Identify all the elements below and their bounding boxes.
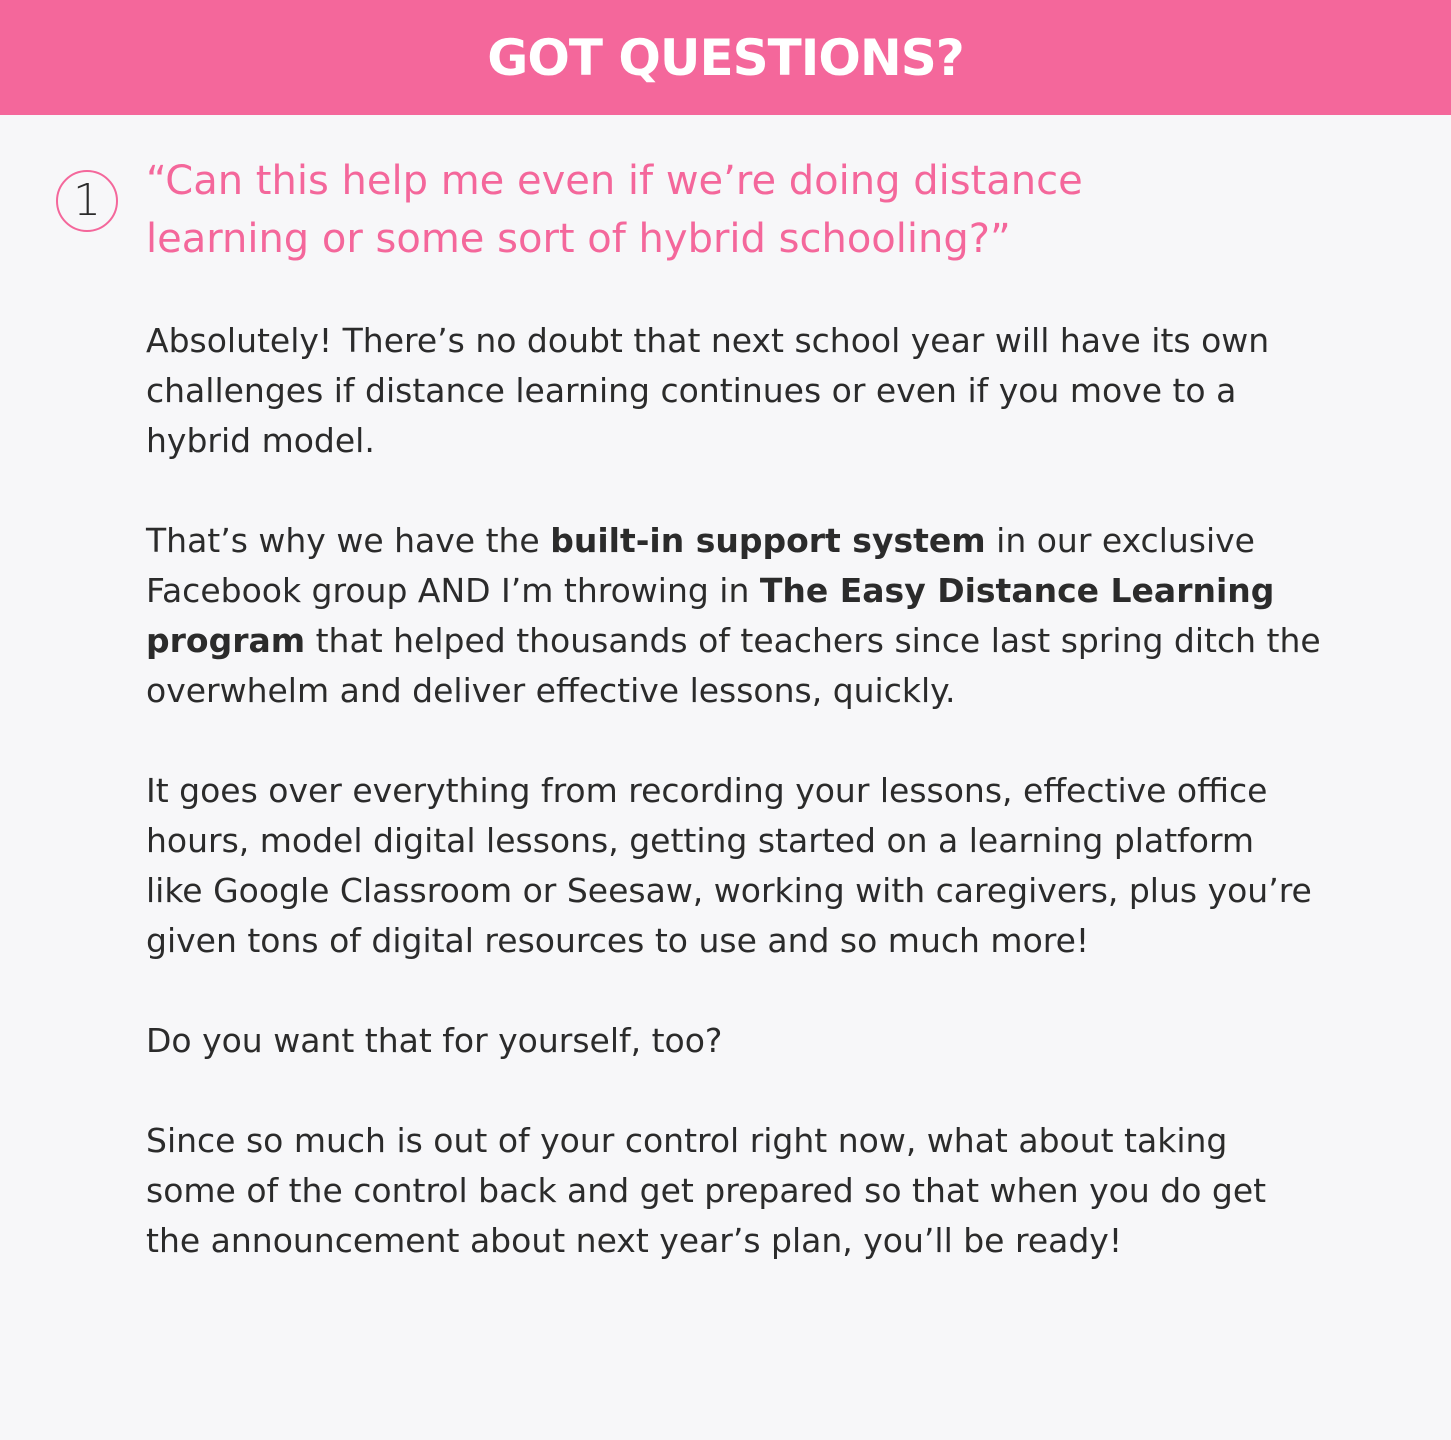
faq-answer — [146, 316, 1321, 1266]
header-banner — [0, 0, 1451, 115]
answer-paragraph-1: Absolutely! There’s no doubt that next school year will have its own challenges if distance learning continues or even if you move to a hybrid model. — [146, 321, 1270, 460]
answer-bold-program-name: The Easy Distance Learning program — [146, 571, 1275, 660]
page-title: GOT QUESTIONS? — [487, 28, 964, 87]
answer-bold-support-system: built-in support system — [550, 521, 986, 560]
answer-text: that helped thousands of teachers since last spring ditch the overwhelm and deliver effective lessons, quickly. — [146, 621, 1321, 710]
answer-paragraph-5: Since so much is out of your control right now, what about taking some of the control back and get prepared so that when you do get the announcement about next year’s plan, you’ll be ready! — [146, 1121, 1267, 1260]
answer-paragraph-2 — [146, 516, 1321, 716]
answer-paragraph-4: Do you want that for yourself, too? — [146, 1021, 723, 1060]
faq-question: “Can this help me even if we’re doing distance learning or some sort of hybrid schooling?” — [146, 158, 1083, 262]
answer-text: in our exclusive Facebook group AND I’m throwing in — [146, 521, 1255, 610]
question-number-badge: 1 — [56, 170, 118, 232]
answer-paragraph-3: It goes over everything from recording your lessons, effective office hours, model digital lessons, getting started on a learning platform like Google Classroom or Seesaw, working with caregivers, plus you’re given tons of digital resources to use and so much more! — [146, 771, 1312, 960]
answer-text: That’s why we have the — [146, 521, 551, 560]
